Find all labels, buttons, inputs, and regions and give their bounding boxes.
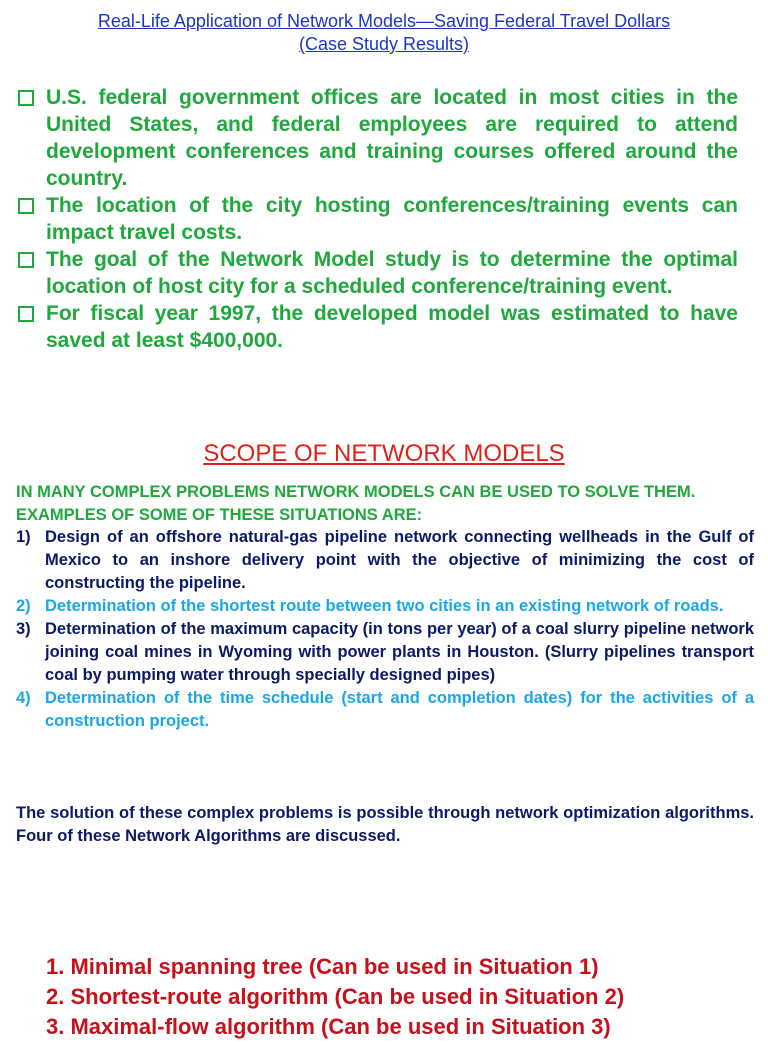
bullet-text: For fiscal year 1997, the developed model was estimated to have saved at least $400,000. — [46, 302, 738, 352]
bullet-item — [16, 192, 738, 246]
checkbox-bullet-icon — [18, 252, 34, 268]
example-item — [16, 526, 754, 595]
example-number: 1) — [16, 528, 31, 546]
checkbox-bullet-icon — [18, 90, 34, 106]
bullet-text: The goal of the Network Model study is to determine the optimal location of host city for a scheduled conference/training event. — [46, 248, 738, 298]
algorithm-item: 1. Minimal spanning tree (Can be used in Situation 1) — [46, 954, 599, 979]
bullet-text: The location of the city hosting conferences/training events can impact travel costs. — [46, 194, 738, 244]
checkbox-bullet-icon — [18, 306, 34, 322]
example-item — [16, 595, 754, 618]
bullet-item — [16, 300, 738, 354]
algorithm-item: 2. Shortest-route algorithm (Can be used in Situation 2) — [46, 984, 625, 1009]
algorithm-item: 3. Maximal-flow algorithm (Can be used in Situation 3) — [46, 1014, 611, 1039]
scope-heading: SCOPE OF NETWORK MODELS — [203, 440, 565, 467]
example-number: 2) — [16, 597, 31, 615]
example-number: 3) — [16, 620, 31, 638]
bullet-item — [16, 84, 738, 192]
bullet-item — [16, 246, 738, 300]
example-text: Determination of the time schedule (start and completion dates) for the activities of a construction project. — [45, 689, 754, 730]
example-text: Determination of the shortest route between two cities in an existing network of roads. — [45, 597, 724, 615]
scope-intro: IN MANY COMPLEX PROBLEMS NETWORK MODELS CAN BE USED TO SOLVE THEM. EXAMPLES OF SOME OF THESE SITUATIONS ARE: — [16, 483, 696, 524]
example-number: 4) — [16, 689, 31, 707]
title-line-1: Real-Life Application of Network Models—Saving Federal Travel Dollars — [97, 11, 671, 31]
example-text: Design of an offshore natural-gas pipeline network connecting wellheads in the Gulf of Mexico to an inshore delivery point with the objective of minimizing the cost of constructing the pipeline. — [45, 528, 754, 592]
checkbox-bullet-icon — [18, 198, 34, 214]
bullet-text: U.S. federal government offices are located in most cities in the United States, and federal employees are required to attend development conferences and training courses offered around the country. — [46, 86, 738, 190]
closing-paragraph: The solution of these complex problems is possible through network optimization algorithms. Four of these Network Algorithms are discussed. — [16, 804, 754, 845]
algorithm-list — [46, 952, 746, 1042]
examples-list — [16, 526, 754, 733]
title-line-2: (Case Study Results) — [298, 34, 470, 54]
page-title — [0, 10, 768, 56]
bullet-list — [16, 84, 738, 354]
example-text: Determination of the maximum capacity (in tons per year) of a coal slurry pipeline network joining coal mines in Wyoming with power plants in Houston. (Slurry pipelines transport coal by pumping water through specially designed pipes) — [45, 620, 754, 684]
example-item — [16, 687, 754, 733]
example-item — [16, 618, 754, 687]
